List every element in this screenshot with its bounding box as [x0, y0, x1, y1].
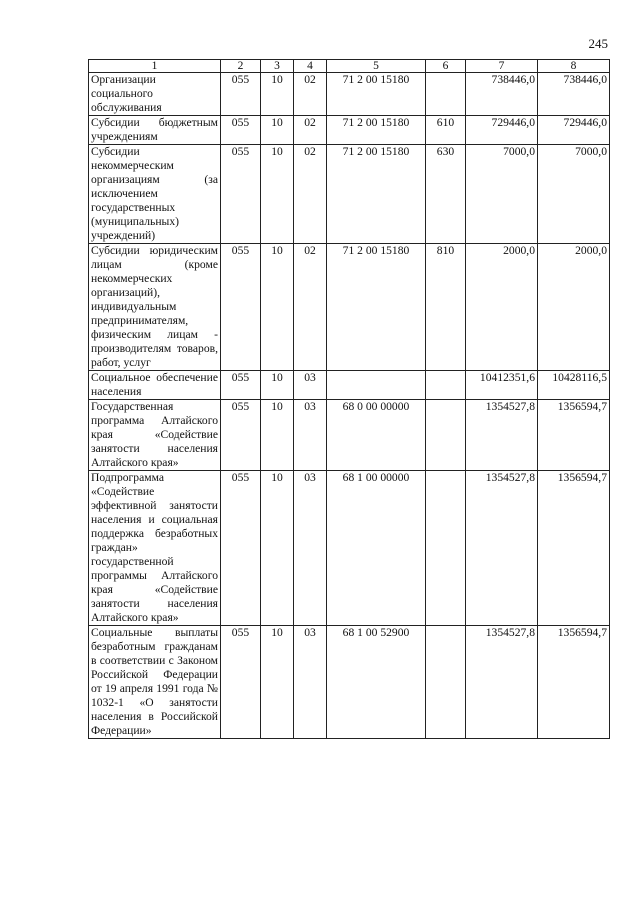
header-cell: 3 [261, 60, 294, 73]
cell-col6 [426, 471, 466, 626]
cell-col4: 03 [294, 626, 327, 739]
cell-col2: 055 [221, 371, 261, 400]
cell-col2: 055 [221, 471, 261, 626]
page-number: 245 [588, 36, 608, 51]
cell-col6 [426, 400, 466, 471]
cell-col7: 7000,0 [466, 145, 538, 244]
table-row [89, 73, 610, 116]
cell-col7: 1354527,8 [466, 400, 538, 471]
cell-col2: 055 [221, 400, 261, 471]
cell-col3: 10 [261, 244, 294, 371]
cell-col6 [426, 73, 466, 116]
cell-col3: 10 [261, 73, 294, 116]
cell-col4: 02 [294, 145, 327, 244]
cell-col8: 1356594,7 [538, 626, 610, 739]
header-row [89, 60, 610, 73]
table-row [89, 626, 610, 739]
cell-col7: 1354527,8 [466, 626, 538, 739]
cell-col2: 055 [221, 116, 261, 145]
table-row [89, 116, 610, 145]
row-name-cell: Субсидии юридическим лицам (кроме некоммерческих организаций), индивидуальным предпринимателям, физическим лицам - производителям товаров, работ, услуг [89, 244, 221, 371]
cell-col2: 055 [221, 244, 261, 371]
cell-col3: 10 [261, 116, 294, 145]
cell-col3: 10 [261, 145, 294, 244]
cell-col6 [426, 626, 466, 739]
cell-col2: 055 [221, 626, 261, 739]
row-name-cell: Социальное обеспечение населения [89, 371, 221, 400]
cell-col8: 1356594,7 [538, 400, 610, 471]
cell-col6 [426, 371, 466, 400]
cell-col4: 02 [294, 116, 327, 145]
cell-col6: 630 [426, 145, 466, 244]
cell-col7: 2000,0 [466, 244, 538, 371]
cell-col4: 03 [294, 471, 327, 626]
cell-col2: 055 [221, 145, 261, 244]
cell-col6: 610 [426, 116, 466, 145]
cell-col5: 71 2 00 15180 [327, 73, 426, 116]
row-name-cell: Государственная программа Алтайского края «Содействие занятости населения Алтайского края» [89, 400, 221, 471]
header-cell: 8 [538, 60, 610, 73]
cell-col7: 729446,0 [466, 116, 538, 145]
row-name-cell: Субсидии некоммерческим организациям (за исключением государственных (муниципальных) учреждений) [89, 145, 221, 244]
cell-col8: 738446,0 [538, 73, 610, 116]
cell-col7: 1354527,8 [466, 471, 538, 626]
table-row [89, 471, 610, 626]
cell-col7: 738446,0 [466, 73, 538, 116]
cell-col5: 71 2 00 15180 [327, 116, 426, 145]
row-name-cell: Организации социального обслуживания [89, 73, 221, 116]
cell-col5: 68 1 00 52900 [327, 626, 426, 739]
row-name-cell: Подпрограмма «Содействие эффективной занятости населения и социальная поддержка безработных граждан» государственной программы Алтайского края «Содействие занятости населения Алтайского края» [89, 471, 221, 626]
cell-col3: 10 [261, 626, 294, 739]
cell-col4: 03 [294, 400, 327, 471]
cell-col5: 68 0 00 00000 [327, 400, 426, 471]
cell-col5: 71 2 00 15180 [327, 244, 426, 371]
cell-col8: 2000,0 [538, 244, 610, 371]
cell-col2: 055 [221, 73, 261, 116]
table-row [89, 371, 610, 400]
table-row [89, 400, 610, 471]
cell-col5: 71 2 00 15180 [327, 145, 426, 244]
cell-col6: 810 [426, 244, 466, 371]
header-cell: 1 [89, 60, 221, 73]
cell-col7: 10412351,6 [466, 371, 538, 400]
cell-col8: 729446,0 [538, 116, 610, 145]
header-cell: 7 [466, 60, 538, 73]
cell-col3: 10 [261, 400, 294, 471]
cell-col5: 68 1 00 00000 [327, 471, 426, 626]
cell-col8: 1356594,7 [538, 471, 610, 626]
header-cell: 5 [327, 60, 426, 73]
cell-col8: 10428116,5 [538, 371, 610, 400]
cell-col3: 10 [261, 471, 294, 626]
cell-col8: 7000,0 [538, 145, 610, 244]
cell-col3: 10 [261, 371, 294, 400]
budget-table [88, 59, 610, 739]
header-cell: 6 [426, 60, 466, 73]
cell-col5 [327, 371, 426, 400]
cell-col4: 02 [294, 244, 327, 371]
cell-col4: 03 [294, 371, 327, 400]
table-row [89, 244, 610, 371]
cell-col4: 02 [294, 73, 327, 116]
header-cell: 2 [221, 60, 261, 73]
header-cell: 4 [294, 60, 327, 73]
row-name-cell: Субсидии бюджетным учреждениям [89, 116, 221, 145]
table-row [89, 145, 610, 244]
row-name-cell: Социальные выплаты безработным гражданам в соответствии с Законом Российской Федерации от 19 апреля 1991 года № 1032-1 «О занятости населения в Российской Федерации» [89, 626, 221, 739]
